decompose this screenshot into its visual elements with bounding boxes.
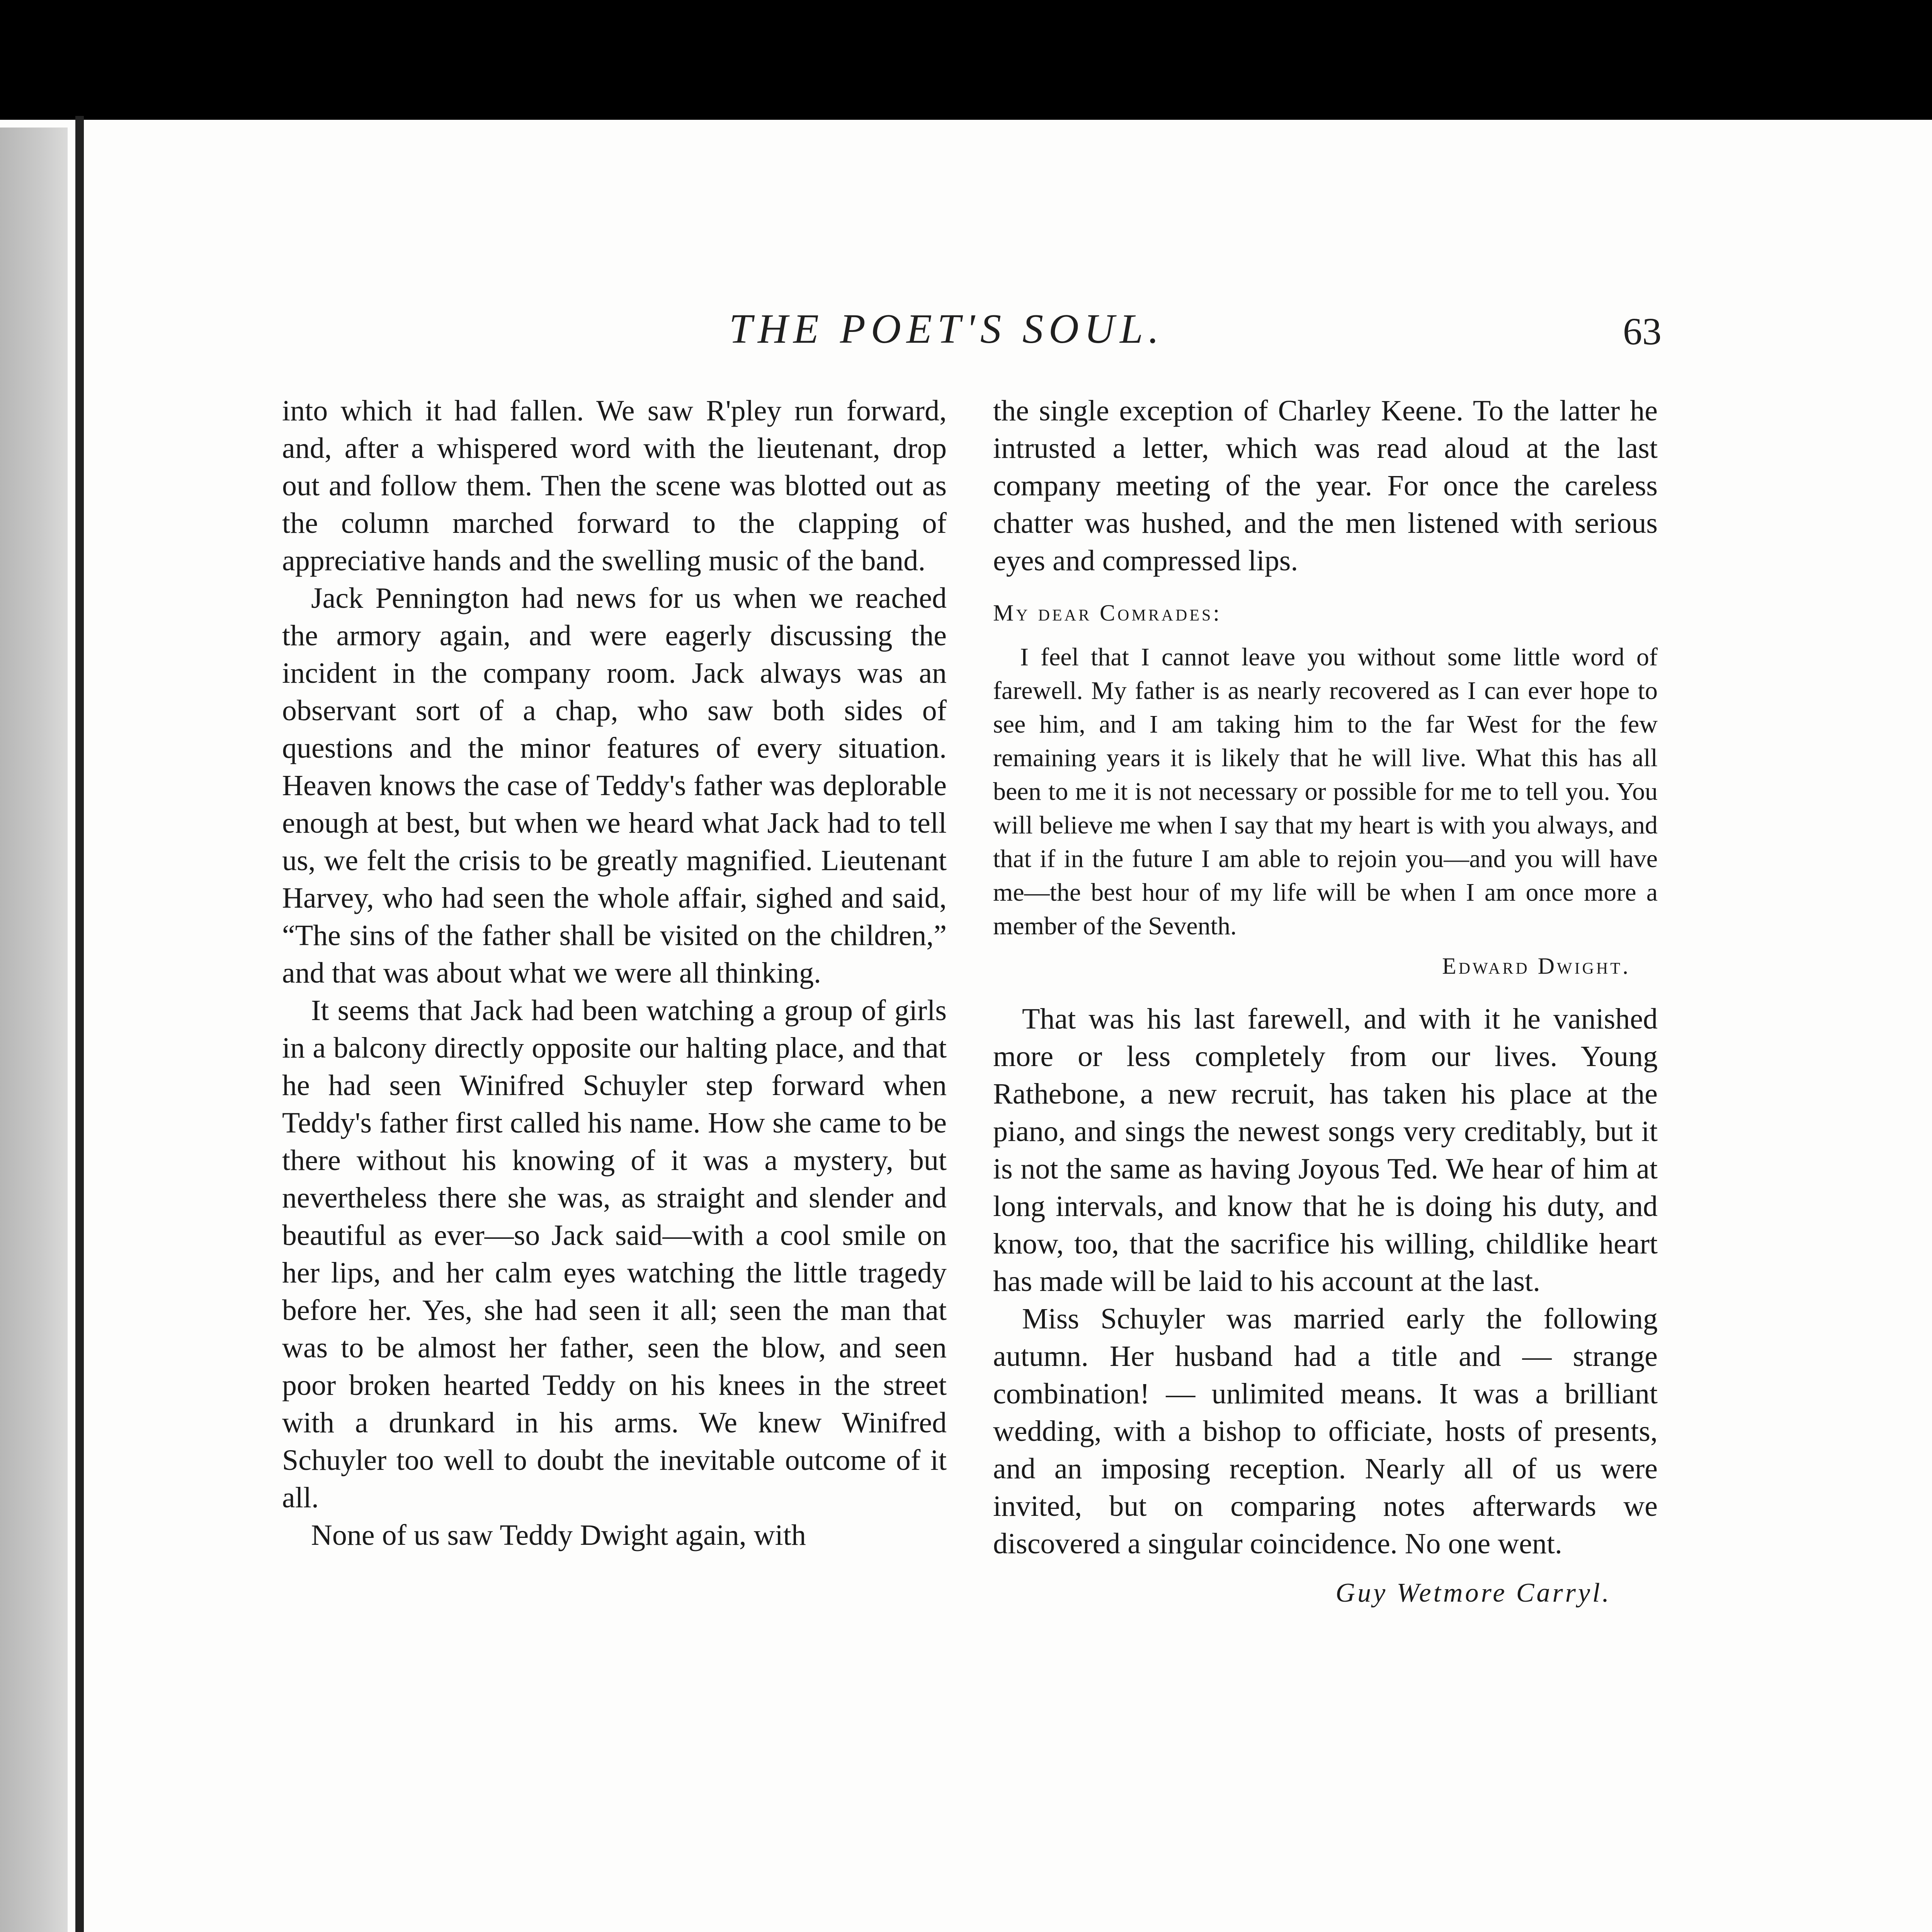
letter-signature: Edward Dwight. [1442,953,1631,979]
running-title: THE POET'S SOUL. [729,306,1165,352]
letter-text: I feel that I cannot leave you without some little word of farewell. My father is as nearly recovered as I can ever hope to see him, and I am taking him to the far West for the few remaining years it is likely that he will live. What this has all been to me it is not necessary or possible for me to tell you. You will believe me when I say that my heart is with you always, and that if in the future I am able to rejoin you—and you will have me—the best hour of my life will be when I am once more a member of the Seventh. [993,643,1658,940]
story-byline: Guy Wetmore Carryl. [1335,1578,1611,1608]
paragraph: into which it had fallen. We saw R'pley run forward, and, after a whispered word with the lieutenant, drop out and follow them. Then the scene was blotted out as the column marched forward to the clapping of appreciative hands and the swelling music of the band. [282,395,947,577]
letter-salutation: My dear Comrades: [993,600,1222,626]
page-gutter-line [75,116,84,1932]
paragraph: It seems that Jack had been watching a group of girls in a balcony directly opposite our halting place, and that he had seen Winifred Schuyler step forward when Teddy's father first called his name. How she came to be there without his knowing of it was a mystery, but nevertheless there she was, as straight and slender and beautiful as ever—so Jack said—with a cool smile on her lips, and her calm eyes watching the little tragedy before her. Yes, she had seen it all; seen the man that was to be almost her father, seen the blow, and seen poor broken hearted Teddy on his knees in the street with a drunkard in his arms. We knew Winifred Schuyler too well to doubt the inevitable outcome of it all. [282,994,947,1514]
paragraph: Jack Pennington had news for us when we reached the armory again, and were eagerly discussing the incident in the company room. Jack always was an observant sort of a chap, who saw both sides of questions and the minor features of every situation. Heaven knows the case of Teddy's father was deplorable enough at best, but when we heard what Jack had to tell us, we felt the crisis to be greatly magnified. Lieutenant Harvey, who had seen the whole affair, sighed and said, “The sins of the father shall be visited on the children,” and that was about what we were all thinking. [282,582,947,989]
paragraph: the single exception of Charley Keene. To the latter he intrusted a letter, which was read aloud at the last company meeting of the year. For once the careless chatter was hushed, and the men listened with serious eyes and compressed lips. [993,395,1658,577]
letter-body [993,640,1658,943]
paragraph: That was his last farewell, and with it he vanished more or less completely from our lives. Young Rathebone, a new recruit, has taken his place at the piano, and sings the newest songs very creditably, but it is not the same as having Joyous Ted. We hear of him at long intervals, and know that he is doing his duty, and know, too, that the sacrifice his willing, childlike heart has made will be laid to his account at the last. [993,1003,1658,1298]
left-column [282,392,947,1554]
page-number: 63 [1623,310,1662,353]
paragraph: Miss Schuyler was married early the following autumn. Her husband had a title and — strange combination! — unlimited means. It was a brilliant wedding, with a bishop to officiate, hosts of presents, and an imposing reception. Nearly all of us were invited, but on comparing notes afterwards we discovered a singular coincidence. No one went. [993,1303,1658,1560]
paragraph: None of us saw Teddy Dwight again, with [311,1519,806,1551]
facing-page-edge [0,128,68,1932]
right-column [993,392,1658,1612]
